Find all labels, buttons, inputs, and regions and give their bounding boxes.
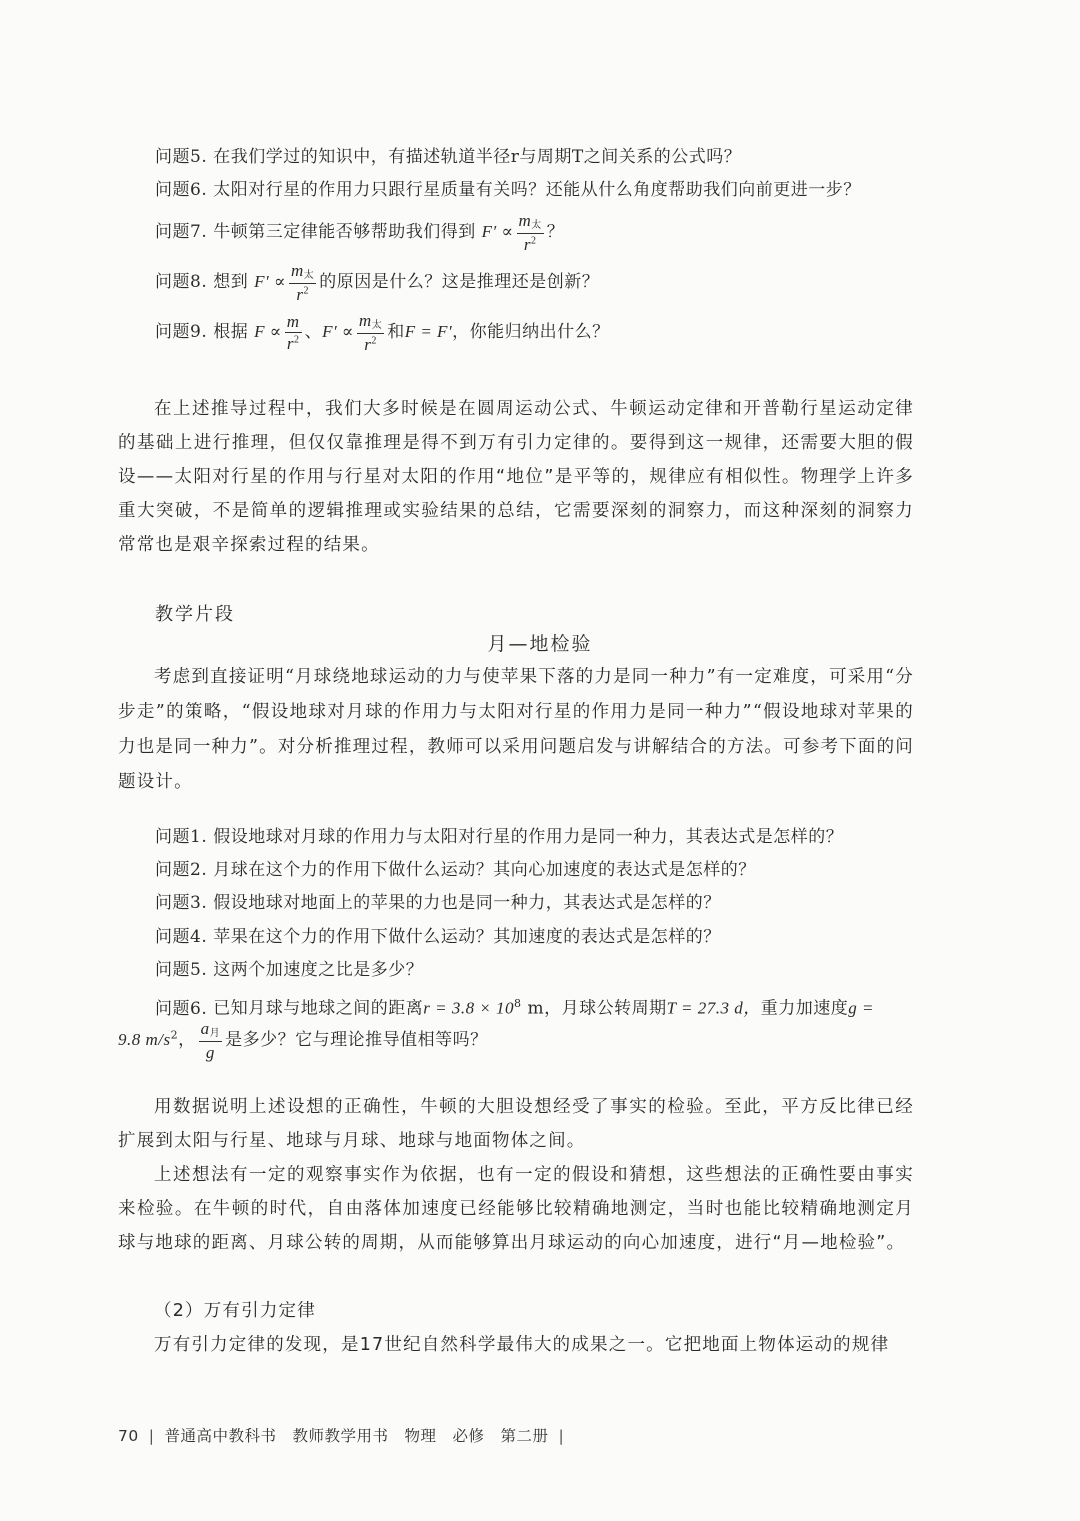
question-1-bottom: 问题1. 假设地球对月球的作用力与太阳对行星的作用力是同一种力，其表达式是怎样的？ xyxy=(155,827,844,847)
question-5-top: 问题5. 在我们学过的知识中，有描述轨道半径r与周期T之间关系的公式吗？ xyxy=(155,147,742,167)
fraction: $\frac{m}{r^2}$ xyxy=(286,312,300,353)
intro-paragraph: 考虑到直接证明“月球绕地球运动的力与使苹果下落的力是同一种力”有一定难度，可采用“分步走”的策略，“假设地球对月球的作用力与太阳对行星的作用力是同一种力”“假设地球对苹果的力也是同一种力”。对分析推理过程，教师可以采用问题启发与讲解结合的方法。可参考下面的问题设计。 xyxy=(118,667,914,792)
book-title: 普通高中教科书 教师教学用书 物理 必修 第二册 xyxy=(164,1427,549,1445)
paragraph-3: 上述想法有一定的观察事实作为依据，也有一定的假设和猜想，这些想法的正确性要由事实来检验。在牛顿的时代，自由落体加速度已经能够比较精确地测定，当时也能比较精确地测定月球与地球的距离、月球公转的周期，从而能够算出月球运动的向心加速度，进行“月—地检验”。 xyxy=(118,1165,914,1253)
question-6-top: 问题6. 太阳对行星的作用力只跟行星质量有关吗？还能从什么角度帮助我们向前更进一步？ xyxy=(155,180,861,200)
question-6-bottom: 问题6. 已知月球与地球之间的距离$r = 3.8 \times 10^8$ m，月球公转周期T = 27.3 d，重力加速度g = xyxy=(155,997,874,1019)
subsection-heading: （2）万有引力定律 xyxy=(154,1301,316,1321)
paragraph-1: 在上述推导过程中，我们大多时候是在圆周运动公式、牛顿运动定律和开普勒行星运动定律的基础上进行推理，但仅仅靠推理是得不到万有引力定律的。要得到这一规律，还需要大胆的假设——太阳对行星的作用与行星对太阳的作用“地位”是平等的，规律应有相似性。物理学上许多重大突破，不是简单的逻辑推理或实验结果的总结，它需要深刻的洞察力，而这种深刻的洞察力常常也是艰辛探索过程的结果。 xyxy=(118,399,914,555)
fraction-a-moon-over-g: $\frac{a_月}{g}$ xyxy=(200,1019,221,1062)
section-heading: 教学片段 xyxy=(155,604,235,625)
paragraph-4: 万有引力定律的发现，是17世纪自然科学最伟大的成果之一。它把地面上物体运动的规律 xyxy=(154,1335,890,1355)
question-3-bottom: 问题3. 假设地球对地面上的苹果的力也是同一种力，其表达式是怎样的？ xyxy=(155,893,721,913)
page-number: 70 xyxy=(118,1427,139,1445)
question-6-line-2: 9.8 $m/s^2$， $\frac{a_月}{g}$ 是多少？它与理论推导值相等吗？ xyxy=(118,1019,488,1062)
fraction: $\frac{m_太}{r^2}$ xyxy=(518,211,542,254)
question-8-top: 问题8. 想到 F′ ∝ $\frac{m_太}{r^2}$ 的原因是什么？这是推理还是创新？ xyxy=(155,261,600,304)
question-2-bottom: 问题2. 月球在这个力的作用下做什么运动？其向心加速度的表达式是怎样的？ xyxy=(155,860,756,880)
question-5-bottom: 问题5. 这两个加速度之比是多少？ xyxy=(155,960,424,980)
fraction: $\frac{m_太}{r^2}$ xyxy=(358,311,383,354)
question-9-top: 问题9. 根据 F ∝ $\frac{m}{r^2}$ 、F′ ∝ $\frac{m_太}{r^2}$ 和F = F′，你能归纳出什么？ xyxy=(155,311,610,354)
section-title: 月—地检验 xyxy=(487,633,593,655)
fraction: $\frac{m_太}{r^2}$ xyxy=(291,261,315,304)
page-footer: 70 | 普通高中教科书 教师教学用书 物理 必修 第二册 | xyxy=(118,1427,565,1445)
question-7-top: 问题7. 牛顿第三定律能否够帮助我们得到 F′ ∝ $\frac{m_太}{r^2}$ ？ xyxy=(155,211,565,254)
paragraph-2: 用数据说明上述设想的正确性，牛顿的大胆设想经受了事实的检验。至此，平方反比律已经扩展到太阳与行星、地球与月球、地球与地面物体之间。 xyxy=(118,1097,914,1151)
question-4-bottom: 问题4. 苹果在这个力的作用下做什么运动？其加速度的表达式是怎样的？ xyxy=(155,927,721,947)
